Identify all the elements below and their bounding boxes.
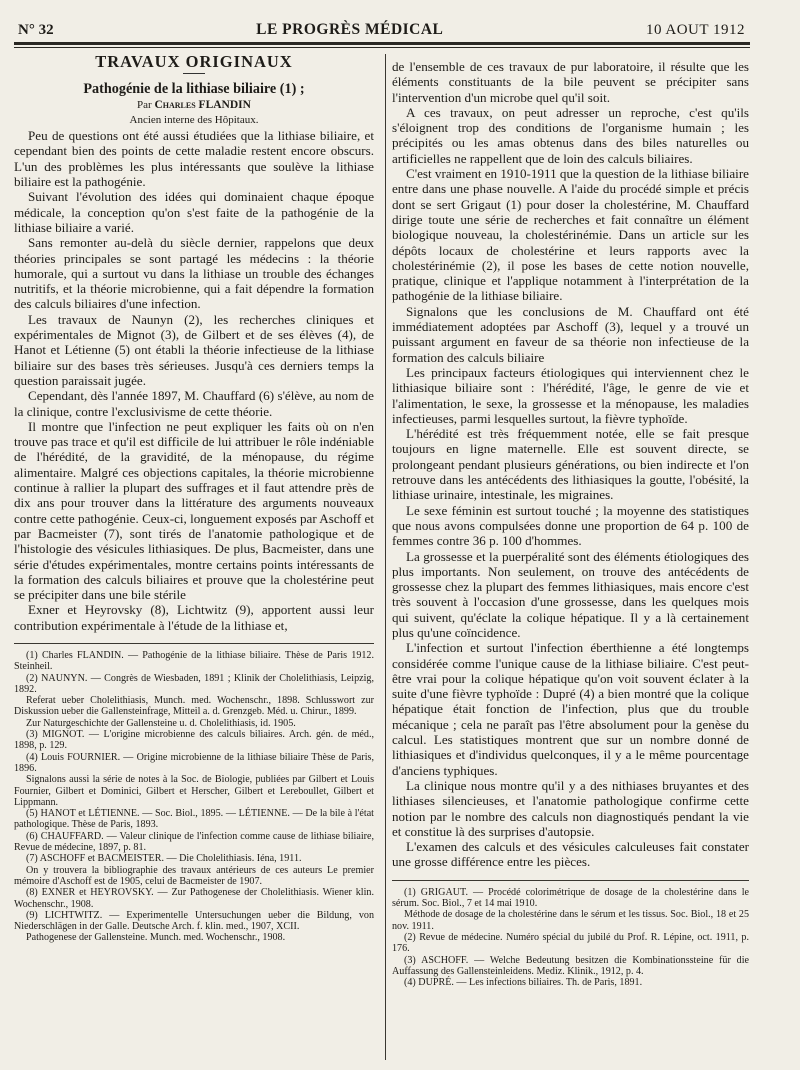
body-paragraph: Le sexe féminin est surtout touché ; la moyenne des statistiques que nous avons compulsées donne une proportion de 64 p. 100 de femmes contre 36 p. 100 d'hommes.: [392, 502, 749, 549]
footnote: (1) GRIGAUT. — Procédé colorimétrique de dosage de la cholestérine dans le sérum. Soc. Biol., 7 et 14 mai 1910.: [392, 886, 749, 910]
journal-title: LE PROGRÈS MÉDICAL: [256, 21, 444, 38]
body-paragraph: L'examen des calculs et des vésicules calculeuses fait constater une grosse différence entre les pièces.: [392, 839, 749, 870]
footnote-rule: [392, 880, 749, 881]
footnote: (3) MIGNOT. — L'origine microbienne des calculs biliaires. Arch. gén. de méd., 1898, p. 129.: [14, 729, 374, 752]
footnote: (5) HANOT et LÉTIENNE. — Soc. Biol., 1895. — LÉTIENNE. — De la bile à l'état pathologique. Thèse de Paris, 1893.: [14, 808, 374, 831]
footnote-rule: [14, 643, 374, 644]
body-paragraph: Peu de questions ont été aussi étudiées que la lithiase biliaire, et cependant bien des points de cette maladie restent encore obscurs. L'un des problèmes les plus intéressants que soulève la lithiase biliaire est la pathogénie.: [14, 128, 374, 190]
body-paragraph: Sans remonter au-delà du siècle dernier, rappelons que deux théories principales se sont partagé les médecins : la théorie humorale, qui a surtout vu dans la lithiase un trouble des échanges nutritifs, et la théorie microbienne, qui a fait dépendre la formation des calculs biliaires d'une infection.: [14, 235, 374, 312]
footnote: Zur Naturgeschichte der Gallensteine u. d. Cholelithiasis, id. 1905.: [26, 717, 296, 729]
body-paragraph: Exner et Heyrovsky (8), Lichtwitz (9), apportent aussi leur contribution expérimentale à l'étude de la lithiase et,: [14, 602, 374, 633]
running-header: [18, 20, 745, 40]
footnote: Signalons aussi la série de notes à la Soc. de Biologie, publiées par Gilbert et Louis Fournier, Gilbert et Dominici, Gilbert et Herscher, Gilbert et Lereboullet, Gilbert et Lippmann.: [14, 774, 374, 808]
footnote: Pathogenese der Gallensteine. Munch. med. Wochenschr., 1908.: [26, 932, 286, 944]
footnote: (8) EXNER et HEYROVSKY. — Zur Pathogenese der Cholelithiasis. Wiener klin. Wochenschr., 1908.: [14, 887, 374, 910]
author-name: Charles FLANDIN: [154, 98, 251, 111]
column-divider: [385, 54, 386, 1060]
body-paragraph: C'est vraiment en 1910-1911 que la question de la lithiase biliaire entre dans une phase nouvelle. A l'aide du procédé simple et précis dont se sert Grigaut (1) pour doser la cholestérine, M. Chauffard dirige toute une série de recherches et fait connaître un élément biologique nouveau, la cholestérinémie. Dans un article sur les dépôts locaux de cholestérine et leurs rapports avec la cholestérinémie (2), il pose les bases de cette notion nouvelle, pratique, clinique et l'applique notamment à l'interprétation de la pathogénie de la lithiase biliaire.: [392, 166, 749, 304]
right-column: [392, 59, 749, 988]
body-paragraph: de l'ensemble de ces travaux de pur laboratoire, il résulte que les éléments constituants de la bile peuvent se précipiter sans l'intervention d'un microbe quel qu'il soit.: [392, 59, 749, 105]
body-paragraph: La grossesse et la puerpéralité sont des éléments étiologiques des plus importants. Non seulement, on trouve des antécédents de grossesse chez la plupart des femmes lithiasiques, mais encore c'est très souvent à l'occasion d'une grossesse, dans les quelques mois qui suivent, qu'éclate la colique hépatique. Il y a là certainement plus qu'une coïncidence.: [392, 548, 749, 640]
footnote: (1) Charles FLANDIN. — Pathogénie de la lithiase biliaire. Thèse de Paris 1912. Steinheil.: [14, 649, 374, 673]
left-body: [14, 128, 374, 633]
footnote: Méthode de dosage de la cholestérine dans le sérum et les tissus. Soc. Biol., 18 et 25 nov. 1911.: [392, 909, 749, 932]
body-paragraph: Les principaux facteurs étiologiques qui interviennent chez le lithiasique biliaire sont : l'hérédité, l'âge, le genre de vie et l'alimentation, le sexe, la grossesse et la ménopause, les maladies infectieuses, parmi lesquelles surtout, la fièvre typhoïde.: [392, 364, 749, 426]
section-rule: [183, 73, 205, 74]
footnote: (9) LICHTWITZ. — Experimentelle Untersuchungen ueber die Bildung, von Niederschlägen in der Galle. Deutsche Arch. f. klin. med., 1907, XCII.: [14, 909, 374, 933]
section-title: TRAVAUX ORIGINAUX: [95, 52, 293, 71]
footnote: (7) ASCHOFF et BACMEISTER. — Die Cholelithiasis. Iéna, 1911.: [26, 853, 302, 865]
header-rule-thin: [14, 47, 750, 48]
footnote: (4) DUPRÉ. — Les infections biliaires. Th. de Paris, 1891.: [404, 977, 643, 989]
author-position: Ancien interne des Hôpitaux.: [129, 113, 259, 126]
body-paragraph: L'infection et surtout l'infection éberthienne a été longtemps considérée comme l'unique cause de la lithiase biliaire. C'est peut-être vrai pour la colique hépatique qu'on voit souvent éclater à la suite d'une fièvre typhoïde : Dupré (4) a bien montré que la colique hépatique était fonction de l'infection, plus que du trouble mécanique ; cela ne paraît pas l'être absolument pour la genèse du calcul. Les statistiques montrent que sur un nombre donné de lithiasiques et d'individus quelconques, il y a le même pourcentage d'anciens typhiques.: [392, 640, 749, 778]
footnote: Referat ueber Cholelithiasis, Munch. med. Wochenschr., 1898. Schlusswort zur Diskussion ueber die Gallensteinfrage, Mitteil a. d. Grenzgeb. Méd. u. Chirur., 1899.: [14, 695, 374, 718]
body-paragraph: L'hérédité est très fréquemment notée, elle se fait presque toujours en ligne maternelle. Elle est souvent directe, se prolongeant pendant plusieurs générations, ou bien indirecte et l'on retrouve dans les antécédents des lithiasiques la goutte, l'obésité, la lithiase urinaire, intestinale, les migraines.: [392, 426, 749, 503]
issue-number: N° 32: [18, 21, 54, 38]
footnote: (4) Louis FOURNIER. — Origine microbienne de la lithiase biliaire Thèse de Paris, 1896.: [14, 751, 374, 774]
author-line: [14, 98, 374, 113]
footnote: (2) NAUNYN. — Congrès de Wiesbaden, 1891 ; Klinik der Cholelithiasis, Leipzig, 1892.: [14, 672, 374, 695]
body-paragraph: Suivant l'évolution des idées qui dominaient chaque époque médicale, la conception qu'on s'est faite de la pathogénie de la lithiase biliaire a varié.: [14, 189, 374, 235]
header-rule-thick: [14, 42, 750, 45]
issue-date: 10 AOUT 1912: [645, 21, 745, 38]
body-paragraph: La clinique nous montre qu'il y a des nithiases bruyantes et des lithiases silencieuses, et l'anatomie pathologique confirme cette notion par le nombre des calculs non diagnostiqués pendant la vie et constitue là des surprises d'autopsie.: [392, 777, 749, 839]
article-title: Pathogénie de la lithiase biliaire (1) ;: [83, 81, 305, 98]
left-footnotes: [14, 650, 374, 944]
left-column: [14, 54, 374, 944]
body-paragraph: Les travaux de Naunyn (2), les recherches cliniques et expérimentales de Mignot (3), de Gilbert et de ses élèves (4), de Hanot et Létienne (5) ont établi la théorie infectieuse de la lithiase biliaire sur des bases très sérieuses. Jusqu'à ces derniers temps la question paraissait jugée.: [14, 311, 374, 388]
footnote: (6) CHAUFFARD. — Valeur clinique de l'infection comme cause de lithiase biliaire, Revue de médecine, 1897, p. 81.: [14, 830, 374, 854]
body-paragraph: Il montre que l'infection ne peut expliquer les faits où on n'en trouve pas trace et qu'il est difficile de lui attribuer le rôle indéniable de l'hérédité, de la gravidité, de la ménopause, du régime alimentaire. Malgré ces objections capitales, la théorie microbienne continue à rallier la plupart des suffrages et il faut attendre près de dix ans pour trouver dans la littérature des arguments nouveaux contre cette pathogénie. Ceux-ci, longuement exposés par Aschoff et par Bacmeister (7), sont tirés de l'anatomie pathologique et de l'histologie des vésicules lithiasiques. De plus, Bacmeister, dans une série d'études expérimentales, montre certains points intéressants de la formation des calculs biliaires et prouve que la cholestérine peut se précipiter dans une bile stérile: [14, 418, 374, 603]
footnote: (2) Revue de médecine. Numéro spécial du jubilé du Prof. R. Lépine, oct. 1911, p. 176.: [392, 931, 749, 955]
author-prefix: Par: [137, 98, 155, 111]
footnote: On y trouvera la bibliographie des travaux antérieurs de ces auteurs Le premier mémoire d'Aschoff est de 1905, celui de Bacmeister de 1907.: [14, 864, 374, 887]
body-paragraph: A ces travaux, on peut adresser un reproche, c'est qu'ils s'éloignent trop des conditions de l'organisme humain ; les précipités ou les amas obtenus dans des biles naturelles ou artificielles ne rappellent que de loin des calculs biliaires.: [392, 104, 749, 166]
right-footnotes: [392, 887, 749, 989]
right-body: [392, 59, 749, 870]
body-paragraph: Cependant, dès l'année 1897, M. Chauffard (6) s'élève, au nom de la clinique, contre l'exclusivisme de cette théorie.: [14, 388, 374, 419]
body-paragraph: Signalons que les conclusions de M. Chauffard ont été immédiatement adoptées par Aschoff (3), lequel y a trouvé un puissant argument en faveur de sa théorie non infectieuse de la formation des calculs biliaire: [392, 303, 749, 365]
footnote: (3) ASCHOFF. — Welche Bedeutung besitzen die Kombinationssteine für die Auffassung des Gallensteinleidens. Mediz. Klinik., 1912, p. 4.: [392, 954, 749, 977]
